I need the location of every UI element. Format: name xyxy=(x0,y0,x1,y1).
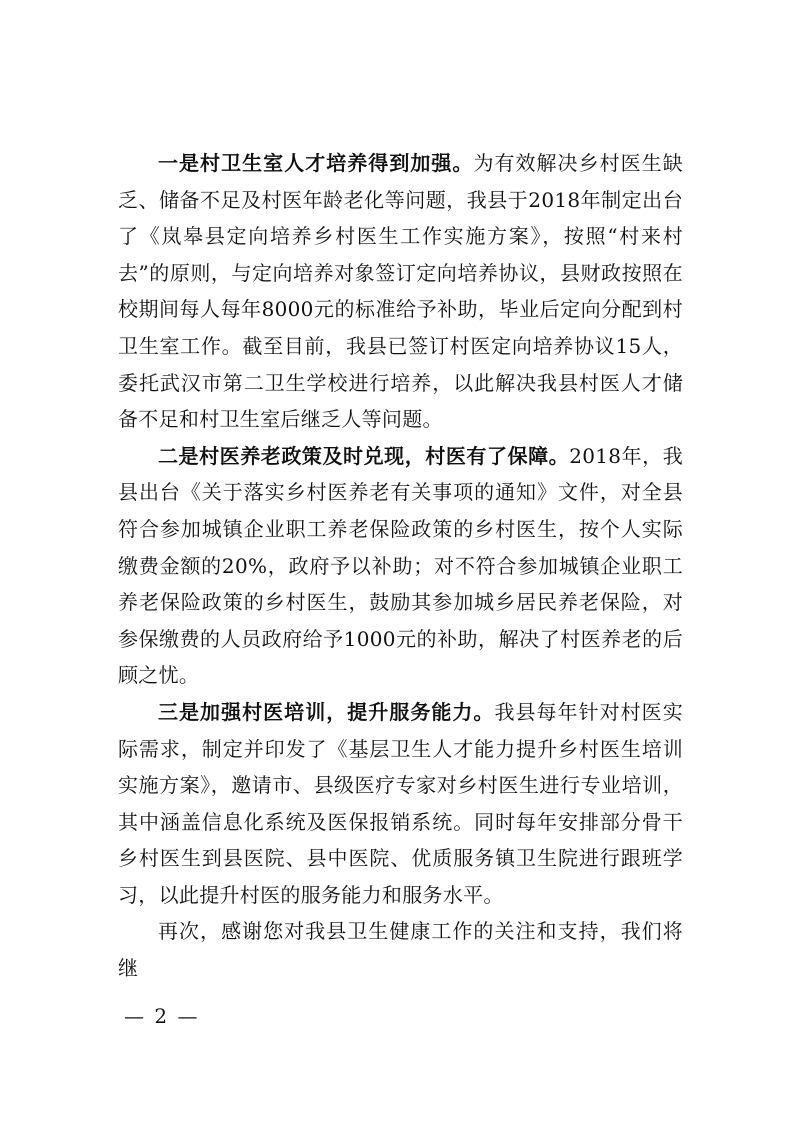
page-number: — 2 — xyxy=(124,1004,200,1028)
paragraph-text: 2018年，我县出台《关于落实乡村医养老有关事项的通知》文件，对全县符合参加城镇企业职工养老保险政策的乡村医生，按个人实际缴费金额的20%，政府予以补助；对不符合参加城镇企业职工养老保险政策的乡村医生，鼓励其参加城乡居民养老保险，对参保缴费的人员政府给予1000元的补助，解决了村医养老的后顾之忧。 xyxy=(118,443,683,688)
paragraph-rural-clinic-talent xyxy=(118,145,683,438)
paragraph-training xyxy=(118,694,683,914)
paragraph-lead: 三是加强村医培训，提升服务能力。 xyxy=(158,699,495,724)
paragraph-lead: 一是村卫生室人才培养得到加强。 xyxy=(158,151,474,175)
paragraph-closing xyxy=(118,913,683,986)
paragraph-pension-policy xyxy=(118,438,683,694)
paragraph-text: 为有效解决乡村医生缺乏、储备不足及村医年龄老化等问题，我县于2018年制定出台了《岚皋县定向培养乡村医生工作实施方案》，按照“村来村去”的原则，与定向培养对象签订定向培养协议，县财政按照在校期间每人每年8000元的标准给予补助，毕业后定向分配到村卫生室工作。截至目前，我县已签订村医定向培养协议15人，委托武汉市第二卫生学校进行培养，以此解决我县村医人才储备不足和村卫生室后继乏人等问题。 xyxy=(118,151,683,432)
paragraph-lead: 二是村医养老政策及时兑现，村医有了保障。 xyxy=(158,443,570,468)
document-body xyxy=(118,145,683,987)
paragraph-text: 再次，感谢您对我县卫生健康工作的关注和支持，我们将继 xyxy=(118,919,683,981)
paragraph-text: 我县每年针对村医实际需求，制定并印发了《基层卫生人才能力提升乡村医生培训实施方案》，邀请市、县级医疗专家对乡村医生进行专业培训，其中涵盖信息化系统及医保报销系统。同时每年安排部分骨干乡村医生到县医院、县中医院、优质服务镇卫生院进行跟班学习，以此提升村医的服务能力和服务水平。 xyxy=(118,699,683,907)
